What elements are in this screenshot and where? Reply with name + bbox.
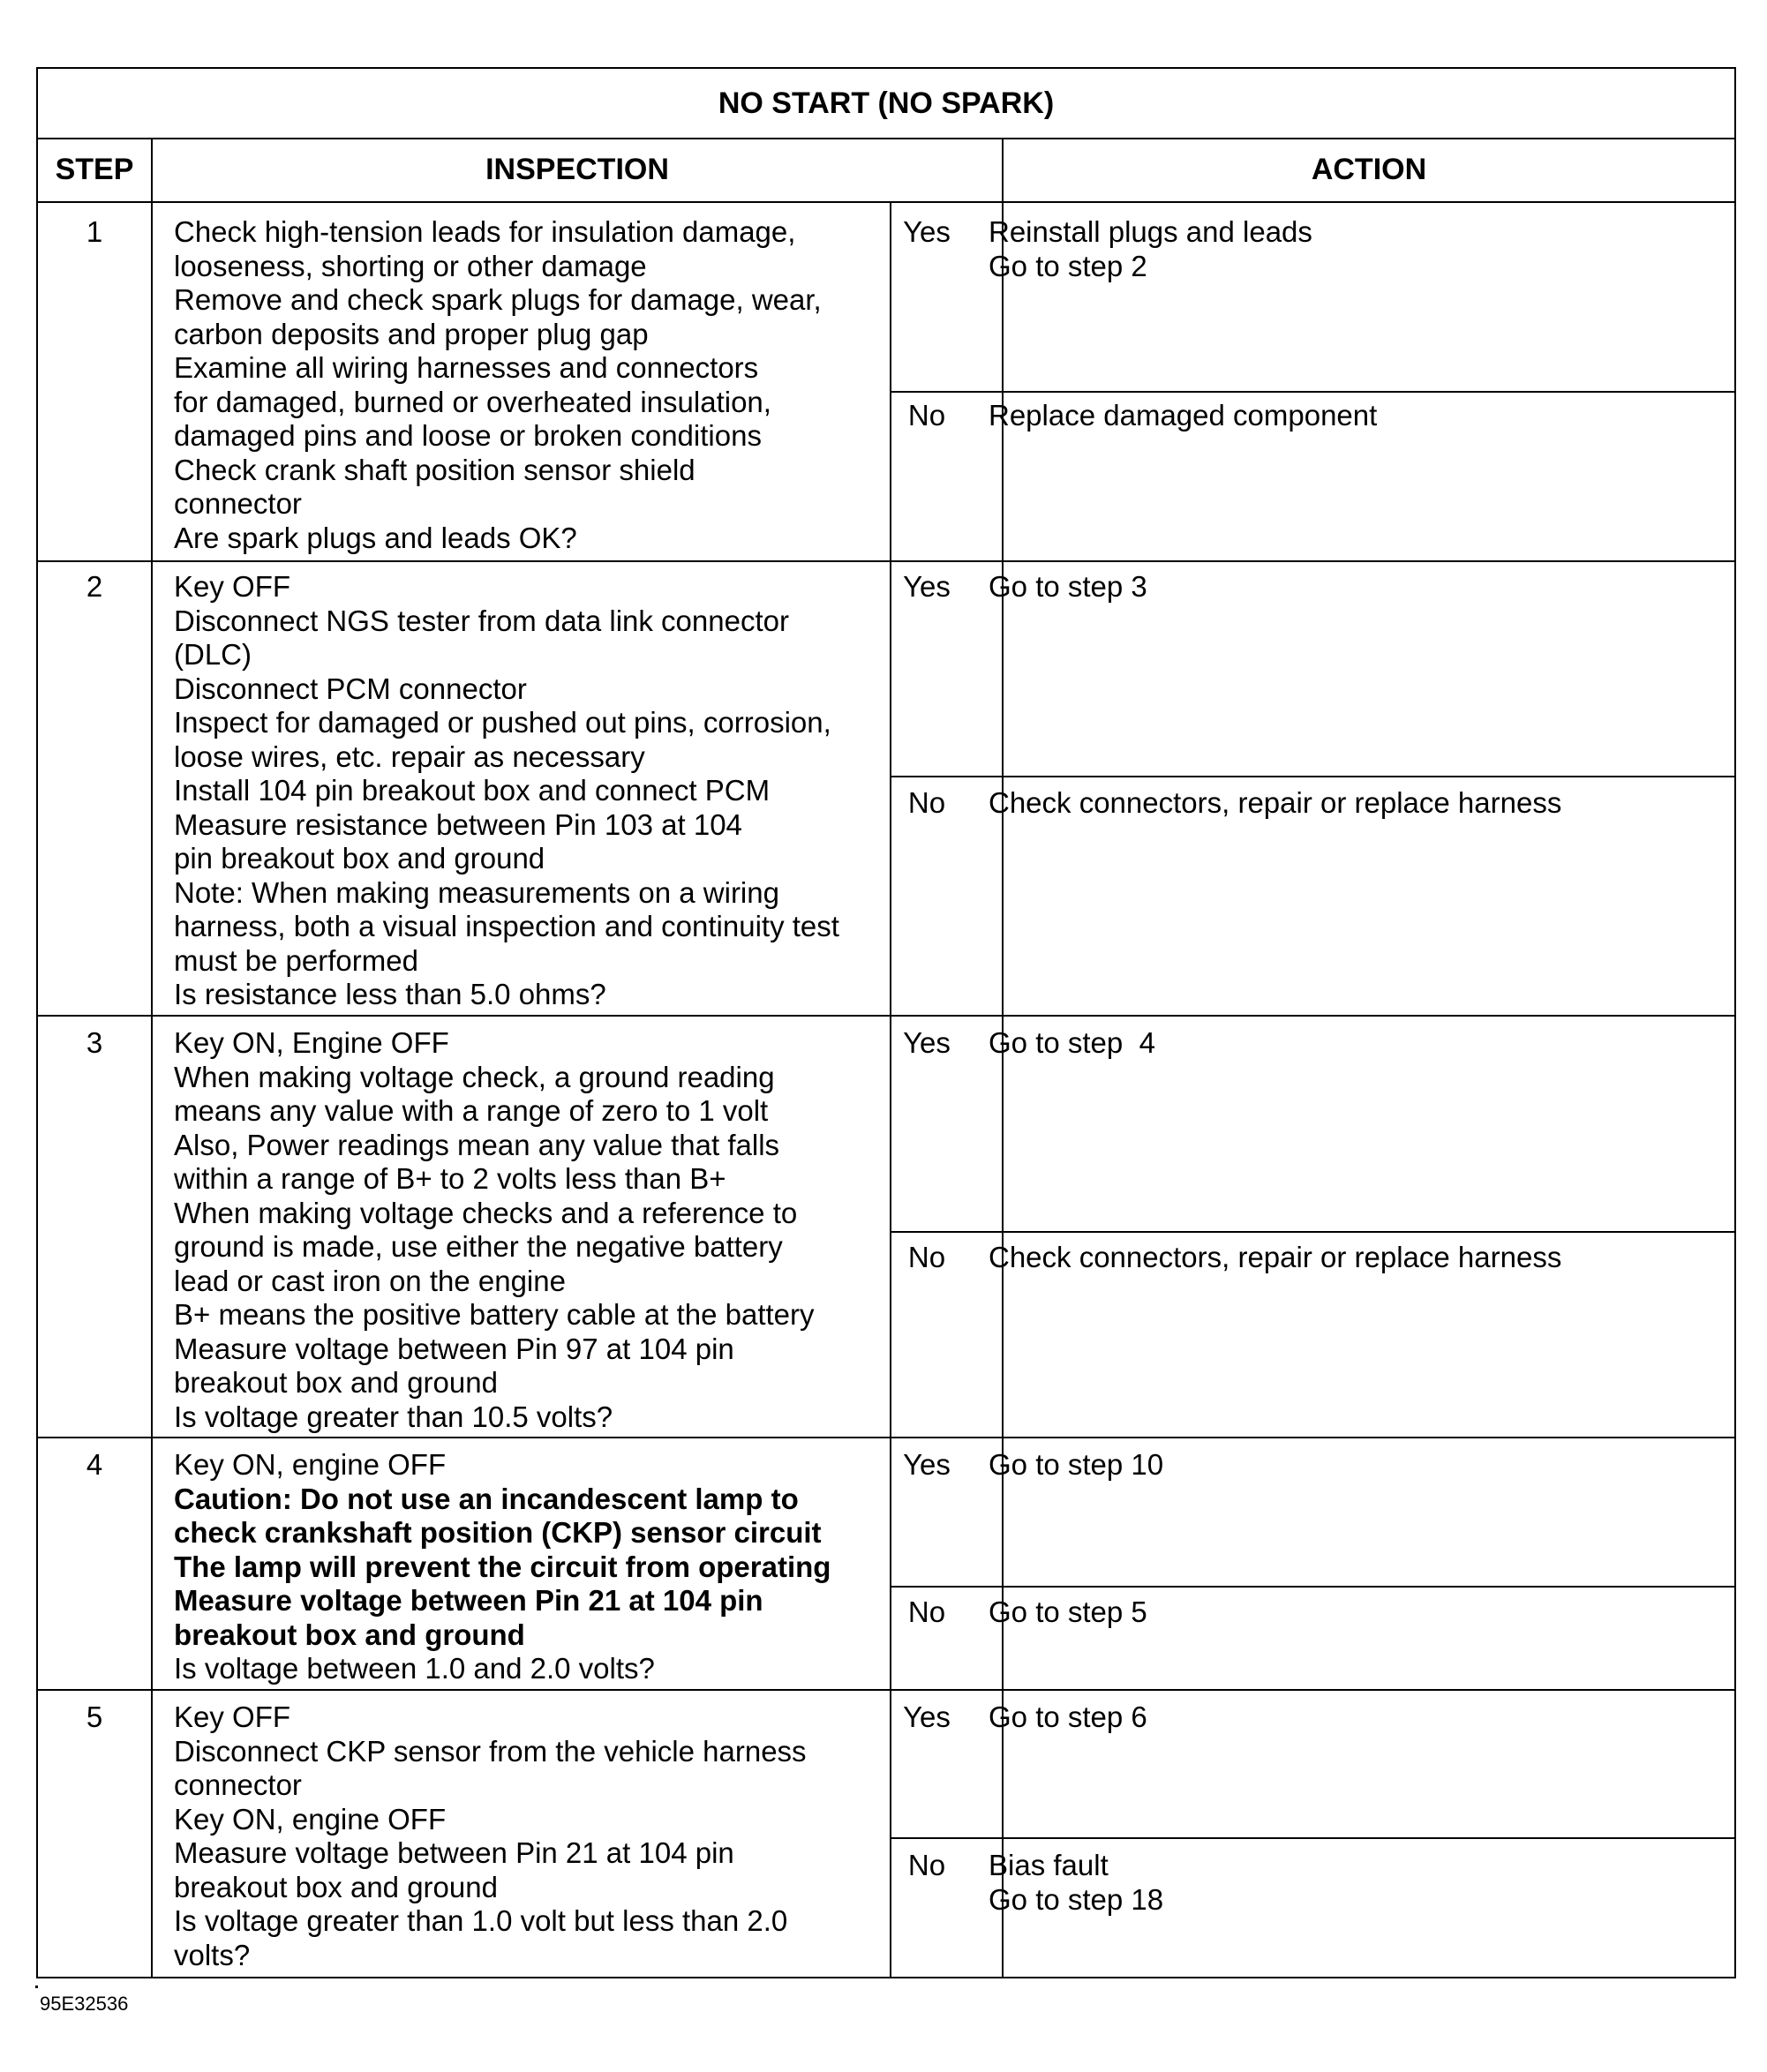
no-action (989, 1595, 1712, 1630)
step-inspection (174, 570, 862, 1012)
inspection-line: Examine all wiring harnesses and connectors (174, 351, 759, 384)
action-line: Go to step 4 (989, 1026, 1155, 1059)
divider (890, 1231, 1734, 1233)
divider (890, 776, 1734, 777)
step-inspection (174, 215, 862, 555)
inspection-line: volts? (174, 1938, 251, 1971)
inspection-line: Remove and check spark plugs for damage, wear, (174, 283, 822, 316)
no-action (989, 399, 1712, 433)
inspection-line: lead or cast iron on the engine (174, 1264, 566, 1297)
table-title: NO START (NO SPARK) (718, 86, 1055, 120)
divider (890, 1837, 1734, 1839)
header-inspection: INSPECTION (485, 152, 669, 186)
inspection-line: carbon deposits and proper plug gap (174, 317, 649, 350)
yes-action (989, 215, 1712, 283)
no-action (989, 1849, 1712, 1917)
action-line: Replace damaged component (989, 399, 1378, 432)
no-label: No (907, 399, 946, 432)
figure-code: 95E32536 (40, 1993, 129, 2015)
inspection-line: Install 104 pin breakout box and connect PCM (174, 774, 771, 807)
yes-label: Yes (903, 1026, 951, 1059)
divider (38, 1689, 1734, 1691)
no-label: No (907, 786, 946, 819)
inspection-line: Inspect for damaged or pushed out pins, corrosion, (174, 706, 831, 739)
caution-line: check crankshaft position (CKP) sensor circuit (174, 1516, 822, 1549)
yes-action (989, 570, 1712, 604)
caution-line: The lamp will prevent the circuit from operating (174, 1550, 831, 1583)
action-line: Go to step 6 (989, 1700, 1147, 1733)
inspection-line: connector (174, 1768, 302, 1801)
header-action: ACTION (1311, 152, 1427, 186)
action-line: Check connectors, repair or replace harness (989, 786, 1562, 819)
diagnostic-table (36, 67, 1736, 1978)
inspection-line: damaged pins and loose or broken conditions (174, 419, 762, 452)
inspection-line: Disconnect CKP sensor from the vehicle harness (174, 1734, 807, 1768)
yes-label: Yes (903, 570, 951, 603)
step-inspection (174, 1448, 862, 1686)
inspection-line: loose wires, etc. repair as necessary (174, 739, 645, 773)
divider (151, 138, 153, 1978)
no-label: No (907, 1241, 946, 1273)
action-line: Bias fault (989, 1849, 1109, 1881)
step-number: 5 (86, 1700, 103, 1733)
inspection-line: breakout box and ground (174, 1366, 498, 1399)
no-action (989, 1241, 1712, 1275)
inspection-line: Measure resistance between Pin 103 at 104 (174, 807, 742, 841)
divider (890, 391, 1734, 393)
inspection-line: Is resistance less than 5.0 ohms? (174, 978, 606, 1010)
step-number: 3 (86, 1026, 103, 1059)
inspection-line: Key ON, Engine OFF (174, 1026, 449, 1059)
inspection-line: harness, both a visual inspection and continuity test (174, 910, 839, 942)
step-number: 4 (86, 1448, 103, 1481)
step-inspection (174, 1700, 862, 1972)
yes-label: Yes (903, 1700, 951, 1733)
divider (38, 201, 1734, 203)
step-number: 1 (86, 215, 103, 248)
divider (38, 1015, 1734, 1017)
inspection-line: looseness, shorting or other damage (174, 249, 647, 282)
inspection-line: When making voltage checks and a reference to (174, 1196, 798, 1229)
divider (38, 560, 1734, 562)
scan-mark (35, 1986, 38, 1988)
caution-line: Caution: Do not use an incandescent lamp to (174, 1482, 799, 1515)
inspection-line: (DLC) (174, 638, 252, 671)
yes-label: Yes (903, 1448, 951, 1481)
action-line: Go to step 18 (989, 1882, 1164, 1916)
action-line: Go to step 3 (989, 570, 1147, 603)
inspection-line: Measure voltage between Pin 97 at 104 pin (174, 1332, 734, 1365)
step-number: 2 (86, 570, 103, 603)
inspection-line: Key ON, engine OFF (174, 1448, 447, 1481)
inspection-line: Disconnect NGS tester from data link connector (174, 604, 789, 637)
action-line: Go to step 2 (989, 249, 1147, 282)
action-line: Reinstall plugs and leads (989, 215, 1312, 248)
inspection-line: Are spark plugs and leads OK? (174, 521, 577, 554)
yes-action (989, 1026, 1712, 1061)
inspection-line: B+ means the positive battery cable at the battery (174, 1298, 815, 1331)
inspection-line: Key OFF (174, 1700, 291, 1733)
inspection-line: Key OFF (174, 570, 291, 603)
no-action (989, 786, 1712, 821)
yes-action (989, 1700, 1712, 1735)
inspection-line: Is voltage greater than 1.0 volt but less than 2.0 (174, 1904, 788, 1937)
header-step: STEP (55, 152, 134, 186)
inspection-line: Also, Power readings mean any value that falls (174, 1128, 780, 1161)
inspection-line: Is voltage greater than 10.5 volts? (174, 1400, 613, 1433)
inspection-line: Is voltage between 1.0 and 2.0 volts? (174, 1652, 655, 1685)
inspection-line: within a range of B+ to 2 volts less than B+ (174, 1162, 726, 1195)
step-inspection (174, 1026, 862, 1434)
inspection-line: connector (174, 487, 302, 520)
divider (890, 1586, 1734, 1588)
caution-line: breakout box and ground (174, 1618, 525, 1651)
action-line: Go to step 10 (989, 1448, 1164, 1481)
no-label: No (907, 1849, 946, 1881)
yes-label: Yes (903, 215, 951, 248)
caution-line: Measure voltage between Pin 21 at 104 pin (174, 1584, 763, 1617)
inspection-line: for damaged, burned or overheated insulation, (174, 385, 771, 418)
no-label: No (907, 1595, 946, 1628)
inspection-line: Measure voltage between Pin 21 at 104 pin (174, 1836, 734, 1869)
inspection-line: breakout box and ground (174, 1870, 498, 1903)
inspection-line: Check high-tension leads for insulation damage, (174, 215, 796, 248)
inspection-line: pin breakout box and ground (174, 842, 545, 875)
action-line: Go to step 5 (989, 1595, 1147, 1628)
inspection-line: must be performed (174, 943, 418, 977)
inspection-line: Key ON, engine OFF (174, 1802, 447, 1836)
yes-action (989, 1448, 1712, 1483)
divider (38, 1437, 1734, 1438)
inspection-line: Check crank shaft position sensor shield (174, 453, 696, 486)
action-line: Check connectors, repair or replace harness (989, 1241, 1562, 1273)
inspection-line: means any value with a range of zero to 1 volt (174, 1094, 769, 1127)
inspection-line: Disconnect PCM connector (174, 672, 527, 705)
inspection-line: ground is made, use either the negative battery (174, 1230, 783, 1263)
inspection-line: When making voltage check, a ground reading (174, 1060, 775, 1093)
inspection-line: Note: When making measurements on a wiring (174, 875, 779, 909)
